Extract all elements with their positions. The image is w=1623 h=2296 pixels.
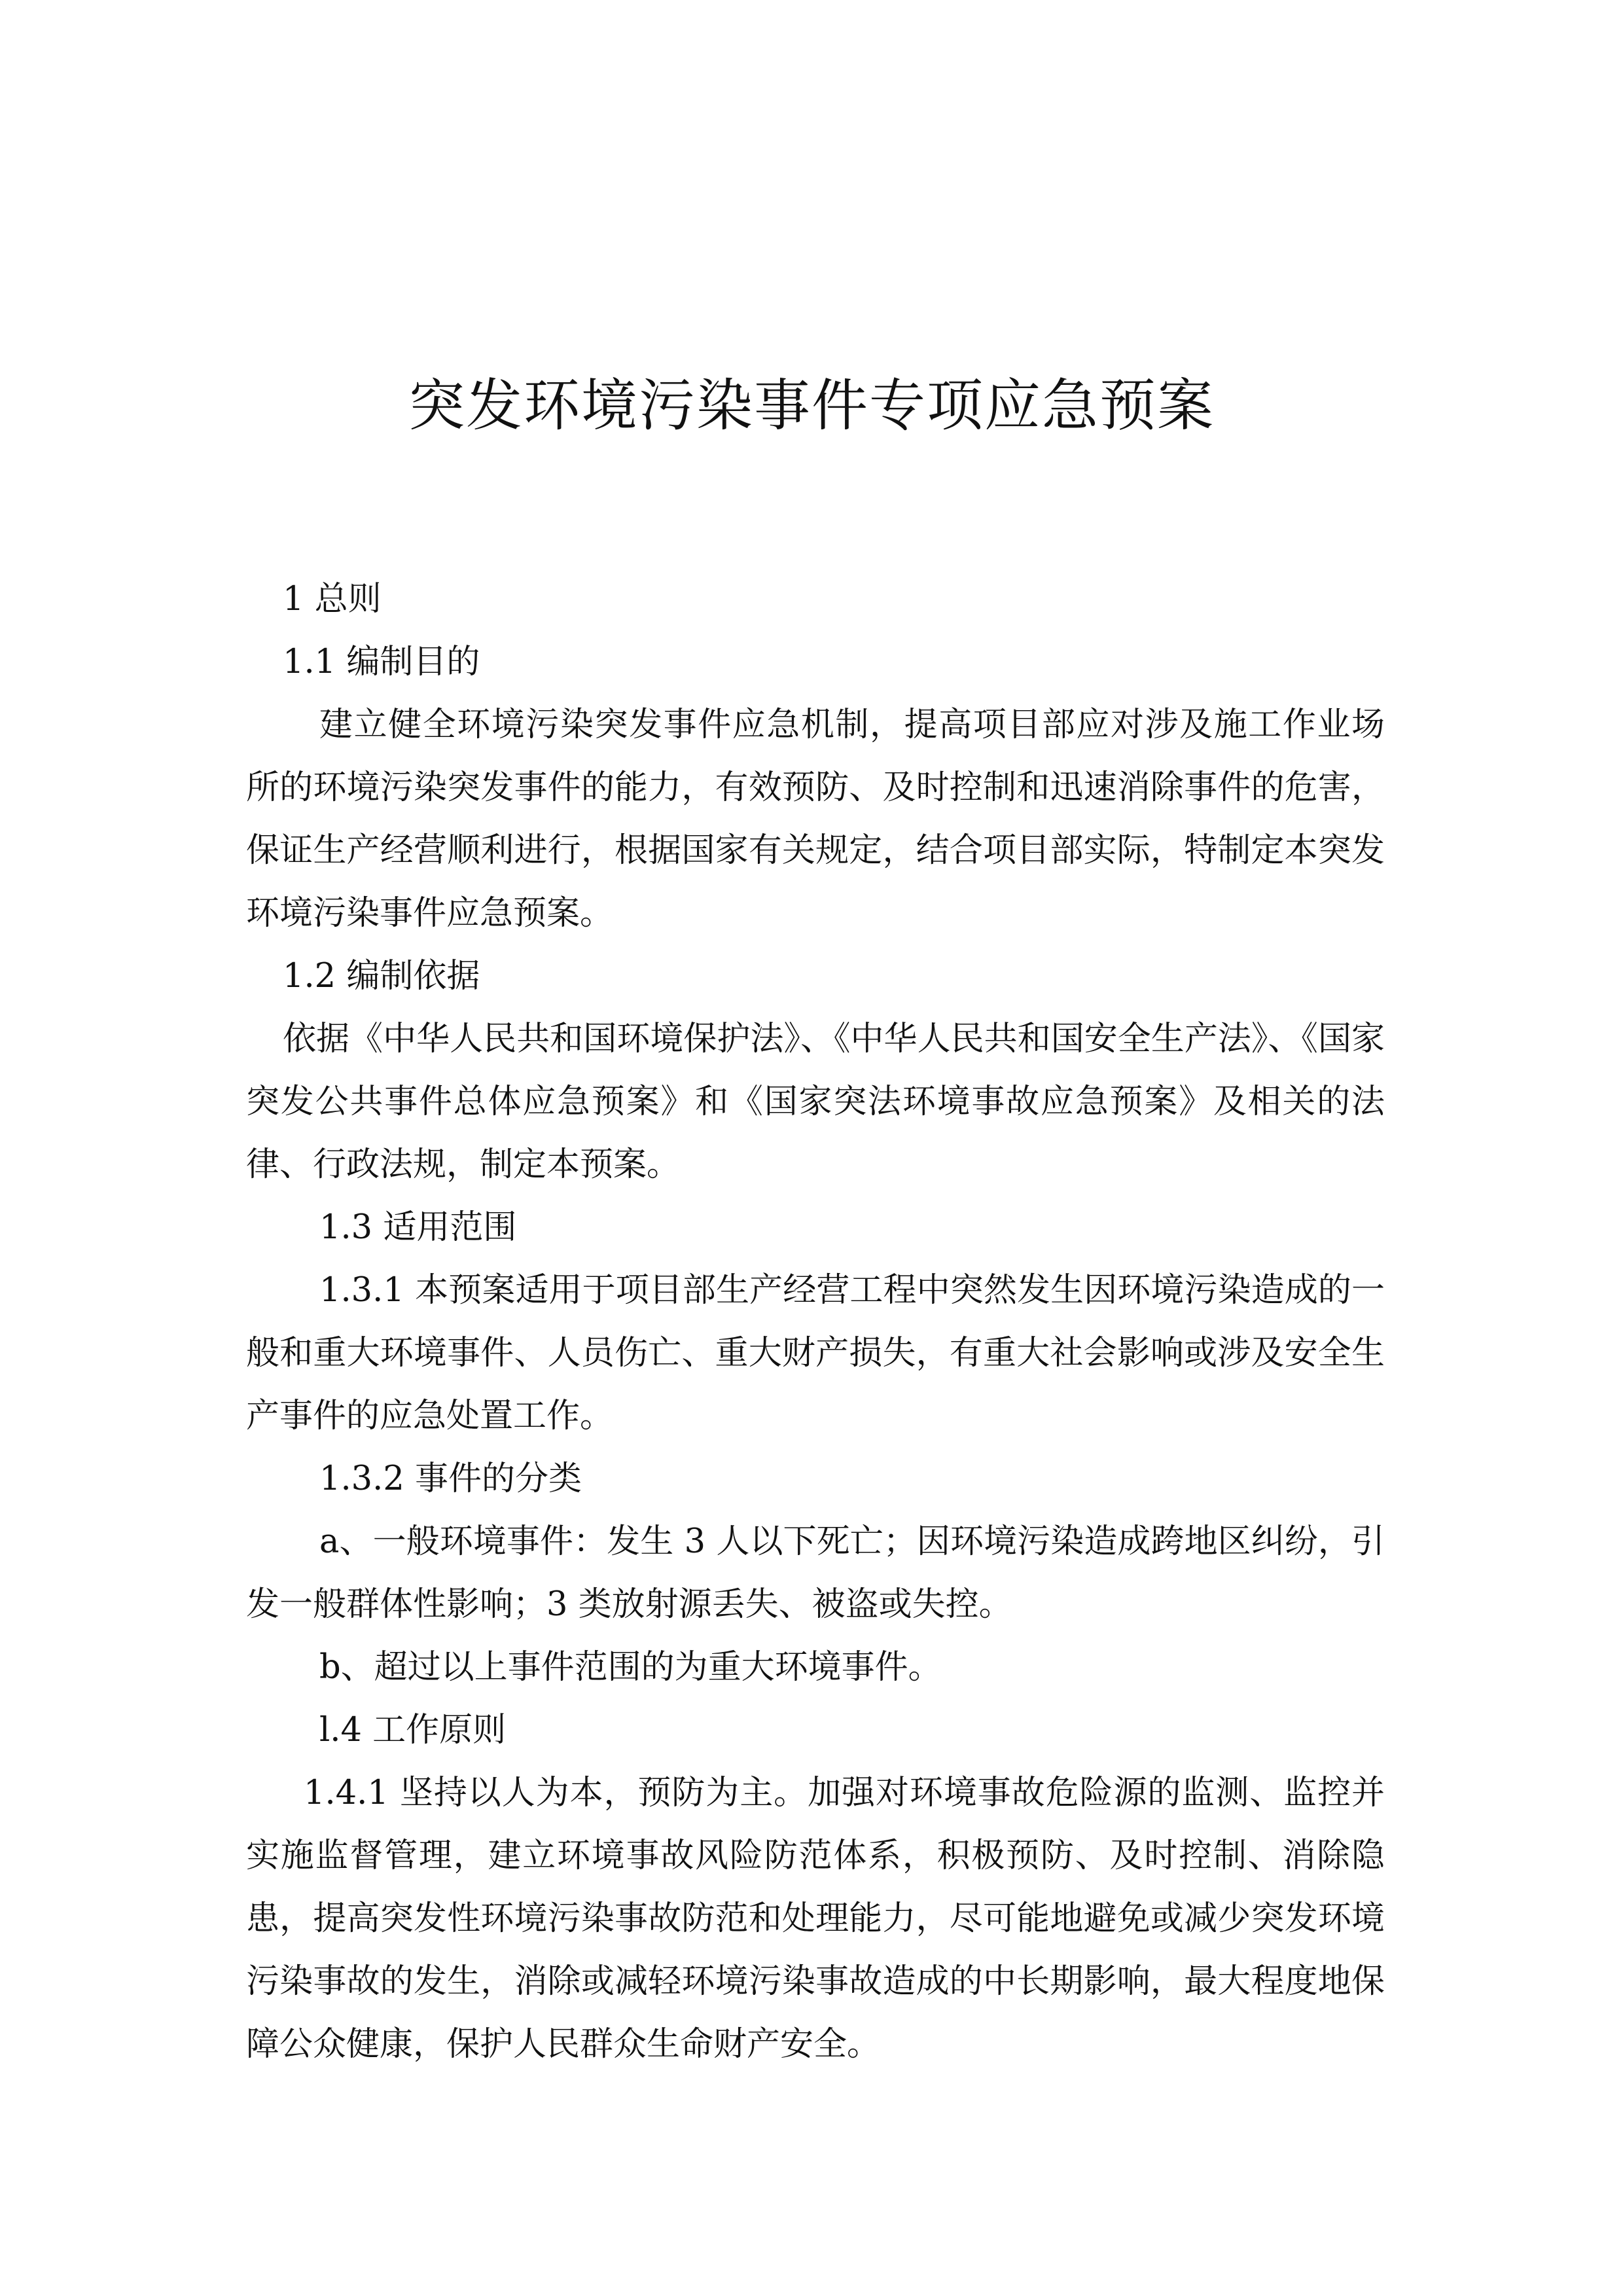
document-title: 突发环境污染事件专项应急预案 <box>408 373 1215 439</box>
paragraph-basis: 依据《中华人民共和国环境保护法》、《中华人民共和国安全生产法》、《国家突发公共事件总体应急预案》和《国家突法环境事故应急预案》及相关的法律、行政法规，制定本预案。 <box>246 1020 1385 1184</box>
paragraph-principles: 1.4.1 坚持以人为本，预防为主。加强对环境事故危险源的监测、监控并实施监督管理，建立环境事故风险防范体系，积极预防、及时控制、消除隐患，提高突发性环境污染事故防范和处理能力，尽可能地避免或减少突发环境污染事故的发生，消除或减轻环境污染事故造成的中长期影响，最大程度地保障公众健康，保护人民群众生命财产安全。 <box>246 1774 1385 2064</box>
document-body <box>246 568 1385 2076</box>
section-heading-classification: 1.3.2 事件的分类 <box>319 1460 582 1498</box>
paragraph-scope: 1.3.1 本预案适用于项目部生产经营工程中突然发生因环境污染造成的一般和重大环境事件、人员伤亡、重大财产损失，有重大社会影响或涉及安全生产事件的应急处置工作。 <box>246 1271 1385 1435</box>
paragraph-classification-b: b、超过以上事件范围的为重大环境事件。 <box>319 1648 942 1687</box>
section-heading-purpose: 1.1 编制目的 <box>283 643 480 681</box>
section-heading-scope: 1.3 适用范围 <box>319 1208 517 1247</box>
paragraph-classification-a: a、一般环境事件：发生 3 人以下死亡；因环境污染造成跨地区纠纷，引发一般群体性影响；3 类放射源丢失、被盗或失控。 <box>246 1522 1385 1624</box>
section-heading-general: 1 总则 <box>283 580 382 619</box>
section-heading-principles: l.4 工作原则 <box>319 1711 507 1749</box>
section-heading-basis: 1.2 编制依据 <box>283 957 480 996</box>
paragraph-purpose: 建立健全环境污染突发事件应急机制，提高项目部应对涉及施工作业场所的环境污染突发事件的能力，有效预防、及时控制和迅速消除事件的危害，保证生产经营顺利进行，根据国家有关规定，结合项目部实际，特制定本突发环境污染事件应急预案。 <box>246 706 1385 933</box>
